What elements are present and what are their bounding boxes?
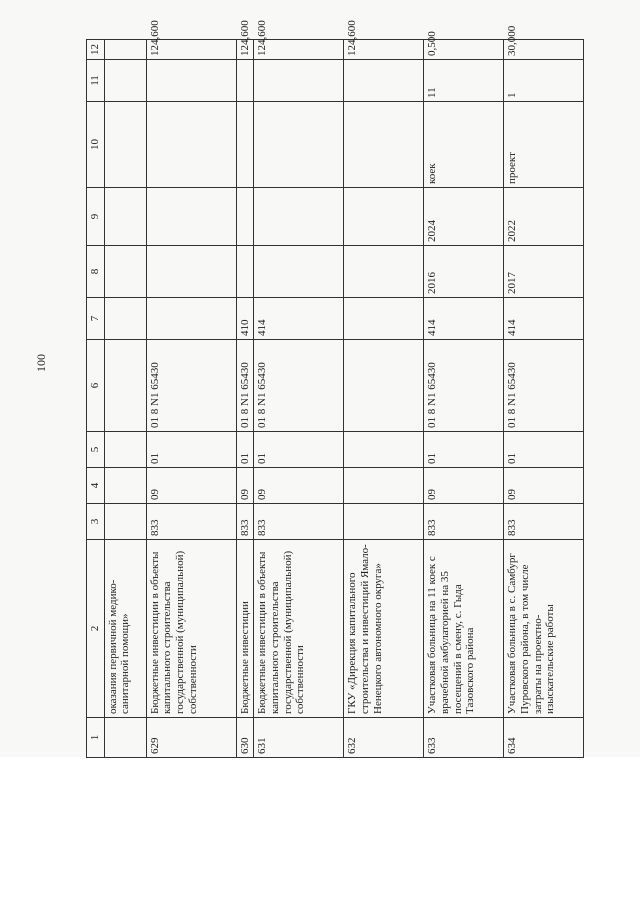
cell-8 [146,246,236,298]
cell-7 [146,298,236,340]
cell-9: 2024 [424,188,504,246]
cell-3 [344,504,424,540]
cell-11 [146,60,236,102]
cell-12: 124,600 [344,40,424,60]
row-name-cell: оказания первичной медико-санитарной помощи» [104,540,146,718]
cell-3: 833 [504,504,584,540]
row-name-cell: Бюджетные инвестиции [236,540,254,718]
cell-4: 09 [236,468,254,504]
header-cell: 2 [87,540,105,718]
cell-4: 09 [504,468,584,504]
cell-11: 1 [504,60,584,102]
cell-12: 124,600 [254,40,344,60]
row-number-cell: 633 [424,718,504,758]
rotated-table-container [86,20,620,758]
row-name-cell: Бюджетные инвестиции в объекты капитального строительства государственной (муниципальной) собственности [254,540,344,718]
row-number-cell: 632 [344,718,424,758]
cell-5: 01 [254,432,344,468]
row-number-cell: 634 [504,718,584,758]
cell-7: 414 [254,298,344,340]
cell-12: 30,000 [504,40,584,60]
cell-7: 410 [236,298,254,340]
header-cell: 11 [87,60,105,102]
cell-8 [344,246,424,298]
header-cell: 9 [87,188,105,246]
cell-6: 01 8 N1 65430 [424,340,504,432]
cell-7 [104,298,146,340]
table-row [424,40,504,758]
row-number-cell: 629 [146,718,236,758]
cell-3: 833 [146,504,236,540]
header-cell: 12 [87,40,105,60]
header-cell: 4 [87,468,105,504]
table-row [344,40,424,758]
cell-7: 414 [504,298,584,340]
cell-6 [344,340,424,432]
cell-3: 833 [424,504,504,540]
cell-5: 01 [504,432,584,468]
cell-7 [344,298,424,340]
row-name-cell: Участковая больница на 11 коек с врачебной амбулаторией на 35 посещений в смену, с. Гыда Тазовского района [424,540,504,718]
row-number-cell [104,718,146,758]
cell-9 [146,188,236,246]
cell-3: 833 [236,504,254,540]
cell-12: 0,500 [424,40,504,60]
table-row [236,40,254,758]
budget-table [86,20,584,758]
cell-9 [254,188,344,246]
cell-8: 2016 [424,246,504,298]
cell-10: проект [504,102,584,188]
cell-6: 01 8 N1 65430 [254,340,344,432]
cell-10: коек [424,102,504,188]
table-row [104,40,146,758]
page-number: 100 [34,354,48,372]
cell-9: 2022 [504,188,584,246]
header-cell: 5 [87,432,105,468]
cell-11: 11 [424,60,504,102]
cell-5 [344,432,424,468]
cell-9 [104,188,146,246]
cell-8: 2017 [504,246,584,298]
header-cell: 3 [87,504,105,540]
cell-11 [254,60,344,102]
cell-10 [236,102,254,188]
cell-8 [104,246,146,298]
cell-12 [104,40,146,60]
header-row [87,40,105,758]
row-name-cell: Участковая больница в с. Самбург Пуровского района, в том числе затраты на проектно-изыскательские работы [504,540,584,718]
cell-6: 01 8 N1 65430 [504,340,584,432]
row-number-cell: 630 [236,718,254,758]
cell-11 [344,60,424,102]
header-cell: 8 [87,246,105,298]
header-cell: 1 [87,718,105,758]
cell-6 [104,340,146,432]
header-cell: 10 [87,102,105,188]
cell-5: 01 [236,432,254,468]
cell-4: 09 [146,468,236,504]
table-row [146,40,236,758]
cell-4: 09 [424,468,504,504]
cell-4 [344,468,424,504]
cell-7: 414 [424,298,504,340]
cell-12: 124,600 [146,40,236,60]
row-name-cell: Бюджетные инвестиции в объекты капитального строительства государственной (муниципальной) собственности [146,540,236,718]
row-name-cell: ГКУ «Дирекция капитального строительства и инвестиций Ямало-Ненецкого автономного округа» [344,540,424,718]
cell-8 [236,246,254,298]
cell-10 [104,102,146,188]
cell-11 [104,60,146,102]
cell-4 [104,468,146,504]
header-cell: 6 [87,340,105,432]
cell-11 [236,60,254,102]
cell-10 [146,102,236,188]
cell-6: 01 8 N1 65430 [236,340,254,432]
cell-3: 833 [254,504,344,540]
cell-9 [236,188,254,246]
cell-6: 01 8 N1 65430 [146,340,236,432]
cell-5 [104,432,146,468]
table-row [254,40,344,758]
table-row [504,40,584,758]
cell-12: 124,600 [236,40,254,60]
header-cell: 7 [87,298,105,340]
cell-10 [254,102,344,188]
cell-5: 01 [424,432,504,468]
cell-8 [254,246,344,298]
cell-9 [344,188,424,246]
cell-4: 09 [254,468,344,504]
row-number-cell: 631 [254,718,344,758]
cell-3 [104,504,146,540]
cell-10 [344,102,424,188]
cell-5: 01 [146,432,236,468]
